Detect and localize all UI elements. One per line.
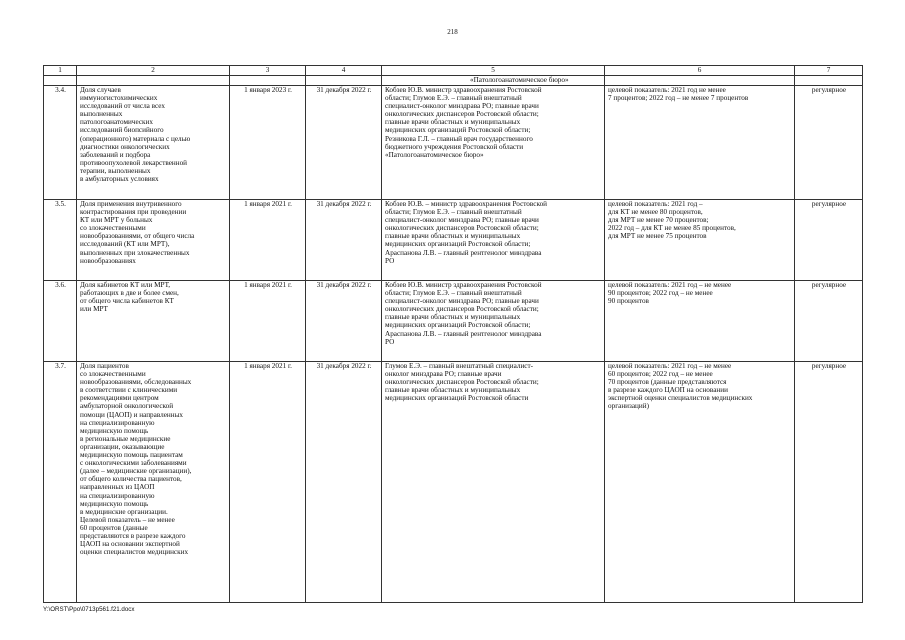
row-responsible: Кобзев Ю.В. министр здравоохранения Ростовской области; Глумов Е.Э. – главный внештатный специалист-онколог минздрава РО; главные врачи онкологических диспансеров Ростовской области; главные врачи областных и муниципальных медицинских организаций Ростовской области; Резникова Г.Л. – главный врач государственного бюджетного учреждения Ростовской области «Патологоанатомическое бюро» — [382, 86, 605, 200]
row-result: целевой показатель: 2021 год не менее 7 процентов; 2022 год – не менее 7 процентов — [605, 86, 795, 200]
table-row — [44, 362, 863, 603]
row-description: Доля применения внутривенного контрастирования при проведении КТ или МРТ у больных со злокачественными новообразованиями, от общего числа исследований (КТ или МРТ), выполненных при злокачественных новообразованиях — [77, 200, 230, 281]
row-result: целевой показатель: 2021 год – не менее 90 процентов; 2022 год – не менее 90 процентов — [605, 281, 795, 362]
column-number: 1 — [44, 66, 77, 76]
row-end-date: 31 декабря 2022 г. — [306, 281, 382, 362]
file-path-footer: Y:\ORST\Ppo\0713p561.f21.docx — [43, 606, 135, 613]
table-row — [44, 200, 863, 281]
row-number: 3.6. — [44, 281, 77, 362]
row-end-date: 31 декабря 2022 г. — [306, 200, 382, 281]
row-start-date: 1 января 2021 г. — [230, 281, 306, 362]
row-end-date: 31 декабря 2022 г. — [306, 86, 382, 200]
row-number: 3.4. — [44, 86, 77, 200]
measures-table — [43, 65, 863, 603]
row-type: регулярное — [795, 200, 863, 281]
column-header-row — [44, 66, 863, 76]
row-responsible: Кобзев Ю.В. – министр здравоохранения Ростовской области; Глумов Е.Э. – главный внештатный специалист-онколог минздрава РО; главные врачи онкологических диспансеров Ростовской области; главные врачи областных и муниципальных медицинских организаций Ростовской области; Араспанова Л.В. – главный рентгенолог минздрава РО — [382, 200, 605, 281]
row-start-date: 1 января 2021 г. — [230, 200, 306, 281]
row-number: 3.5. — [44, 200, 77, 281]
column-number: 5 — [382, 66, 605, 76]
row-description: Доля пациентов со злокачественными новообразованиями, обследованных в соответствии с клиническими рекомендациями центром амбулаторной онкологической помощи (ЦАОП) и направленных на специализированную медицинскую помощь в региональные медицинские организации, оказывающие медицинскую помощь пациентам с онкологическими заболеваниями (далее – медицинские организации), от общего количества пациентов, направленных из ЦАОП на специализированную медицинскую помощь в медицинские организации. Целевой показатель – не менее 60 процентов (данные представляются в разрезе каждого ЦАОП на основании экспертной оценки специалистов медицинских — [77, 362, 230, 603]
row-result: целевой показатель: 2021 год – не менее 60 процентов; 2022 год – не менее 70 процентов (данные представляются в разрезе каждого ЦАОП на основании экспертной оценки специалистов медицинских организаций) — [605, 362, 795, 603]
table-row — [44, 281, 863, 362]
row-type: регулярное — [795, 362, 863, 603]
row-end-date: 31 декабря 2022 г. — [306, 362, 382, 603]
column-number: 6 — [605, 66, 795, 76]
table-row — [44, 86, 863, 200]
column-number: 7 — [795, 66, 863, 76]
page-number: 218 — [447, 28, 458, 36]
row-start-date: 1 января 2023 г. — [230, 86, 306, 200]
row-responsible: Глумов Е.Э. – главный внештатный специалист- онколог минздрава РО; главные врачи онкологических диспансеров Ростовской области; главные врачи областных и муниципальных медицинских организаций Ростовской области — [382, 362, 605, 603]
column-number: 3 — [230, 66, 306, 76]
column-number: 2 — [77, 66, 230, 76]
row-type: регулярное — [795, 281, 863, 362]
column-number: 4 — [306, 66, 382, 76]
row-type: регулярное — [795, 86, 863, 200]
row-number: 3.7. — [44, 362, 77, 603]
continuation-text: «Патологоанатомическое бюро» — [382, 76, 605, 86]
row-responsible: Кобзев Ю.В. министр здравоохранения Ростовской области; Глумов Е.Э. – главный внештатный специалист-онколог минздрава РО; главные врачи онкологических диспансеров Ростовской области; главные врачи областных и муниципальных медицинских организаций Ростовской области; Араспанова Л.В. – главный рентгенолог минздрава РО — [382, 281, 605, 362]
row-start-date: 1 января 2021 г. — [230, 362, 306, 603]
row-description: Доля кабинетов КТ или МРТ, работающих в две и более смен, от общего числа кабинетов КТ или МРТ — [77, 281, 230, 362]
continuation-row — [44, 76, 863, 86]
row-description: Доля случаев иммуногистохимических исследований от числа всех выполненных патологоанатомических исследований биопсийного (операционного) материала с целью диагностики онкологических заболеваний и подбора противоопухолевой лекарственной терапии, выполненных в амбулаторных условиях — [77, 86, 230, 200]
row-result: целевой показатель: 2021 год – для КТ не менее 80 процентов, для МРТ не менее 70 процентов; 2022 год – для КТ не менее 85 процентов, для МРТ не менее 75 процентов — [605, 200, 795, 281]
